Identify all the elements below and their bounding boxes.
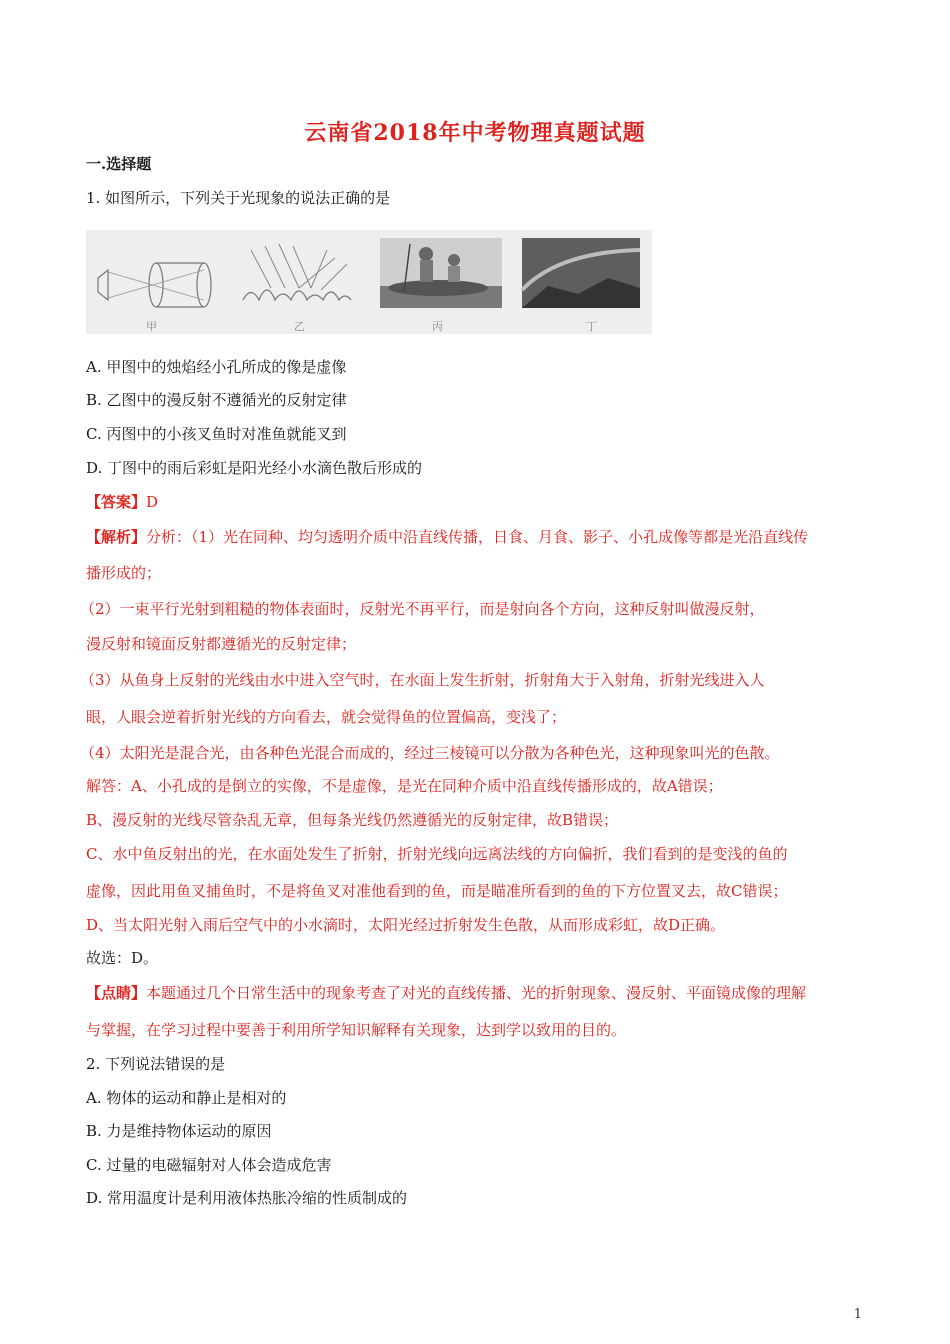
analysis-line: 虚像，因此用鱼叉捕鱼时，不是将鱼叉对准他看到的鱼，而是瞄准所看到的鱼的下方位置叉去，故C错误； xyxy=(86,882,788,900)
analysis-tag: 【解析】 xyxy=(86,528,147,546)
analysis-line: D、当太阳光射入雨后空气中的小水滴时，太阳光经过折射发生色散，从而形成彩虹，故D正确。 xyxy=(86,916,726,934)
figure-caption-yi: 乙 xyxy=(294,320,305,333)
analysis-line: （2）一束平行光射到粗糙的物体表面时，反射光不再平行，而是射向各个方向，这种反射叫做漫反射， xyxy=(80,600,765,618)
figure-caption-jia: 甲 xyxy=(146,320,157,333)
analysis-line: B、漫反射的光线尽管杂乱无章，但每条光线仍然遵循光的反射定律，故B错误； xyxy=(86,811,619,829)
analysis-line: 解答：A、小孔成的是倒立的实像，不是虚像，是光在同种介质中沿直线传播形成的，故A错误； xyxy=(86,777,723,795)
question-1-figure xyxy=(86,230,652,334)
answer-value: D xyxy=(146,493,159,511)
comment-line: 与掌握，在学习过程中要善于利用所学知识解释有关现象，达到学以致用的目的。 xyxy=(86,1021,627,1039)
comment-line: 【点睛】本题通过几个日常生活中的现象考查了对光的直线传播、光的折射现象、漫反射、平面镜成像的理解 xyxy=(86,984,807,1002)
answer-tag: 【答案】 xyxy=(86,493,147,511)
question-1-stem: 1. 如图所示，下列关于光现象的说法正确的是 xyxy=(86,189,391,207)
question-1-option-b: B. 乙图中的漫反射不遵循光的反射定律 xyxy=(86,391,347,409)
comment-tag: 【点睛】 xyxy=(86,984,147,1002)
analysis-line: 播形成的； xyxy=(86,564,162,582)
question-1-option-c: C. 丙图中的小孩叉鱼时对准鱼就能叉到 xyxy=(86,425,347,443)
analysis-line: C、水中鱼反射出的光，在水面处发生了折射，折射光线向远离法线的方向偏折，我们看到的是变浅的鱼的 xyxy=(86,845,788,863)
analysis-line: 【解析】分析：（1）光在同种、均匀透明介质中沿直线传播，日食、月食、影子、小孔成像等都是光沿直线传 xyxy=(86,528,809,546)
analysis-conclusion: 故选：D。 xyxy=(86,949,159,967)
question-2-option-a: A. 物体的运动和静止是相对的 xyxy=(86,1089,287,1107)
question-1-option-a: A. 甲图中的烛焰经小孔所成的像是虚像 xyxy=(86,358,347,376)
analysis-line: （4）太阳光是混合光，由各种色光混合而成的，经过三棱镜可以分散为各种色光，这种现象叫光的色散。 xyxy=(80,744,780,762)
section-heading: 一.选择题 xyxy=(86,155,152,173)
question-1-option-d: D. 丁图中的雨后彩虹是阳光经小水滴色散后形成的 xyxy=(86,459,423,477)
analysis-line: 眼，人眼会逆着折射光线的方向看去，就会觉得鱼的位置偏高，变浅了； xyxy=(86,708,567,726)
page-number: 1 xyxy=(853,1307,862,1322)
analysis-line: （3）从鱼身上反射的光线由水中进入空气时，在水面上发生折射，折射角大于入射角，折射光线进入人 xyxy=(80,671,765,689)
figure-caption-ding: 丁 xyxy=(586,320,597,333)
question-2-stem: 2. 下列说法错误的是 xyxy=(86,1055,226,1073)
question-2-option-b: B. 力是维持物体运动的原因 xyxy=(86,1122,272,1140)
figure-caption-bing: 丙 xyxy=(432,320,443,333)
analysis-line: 漫反射和镜面反射都遵循光的反射定律； xyxy=(86,635,357,653)
question-2-option-c: C. 过量的电磁辐射对人体会造成危害 xyxy=(86,1156,332,1174)
page-title: 云南省2018年中考物理真题试题 xyxy=(304,120,646,146)
answer-line xyxy=(86,491,158,512)
rainbow-photo xyxy=(518,230,648,334)
question-2-option-d: D. 常用温度计是利用液体热胀冷缩的性质制成的 xyxy=(86,1189,408,1207)
